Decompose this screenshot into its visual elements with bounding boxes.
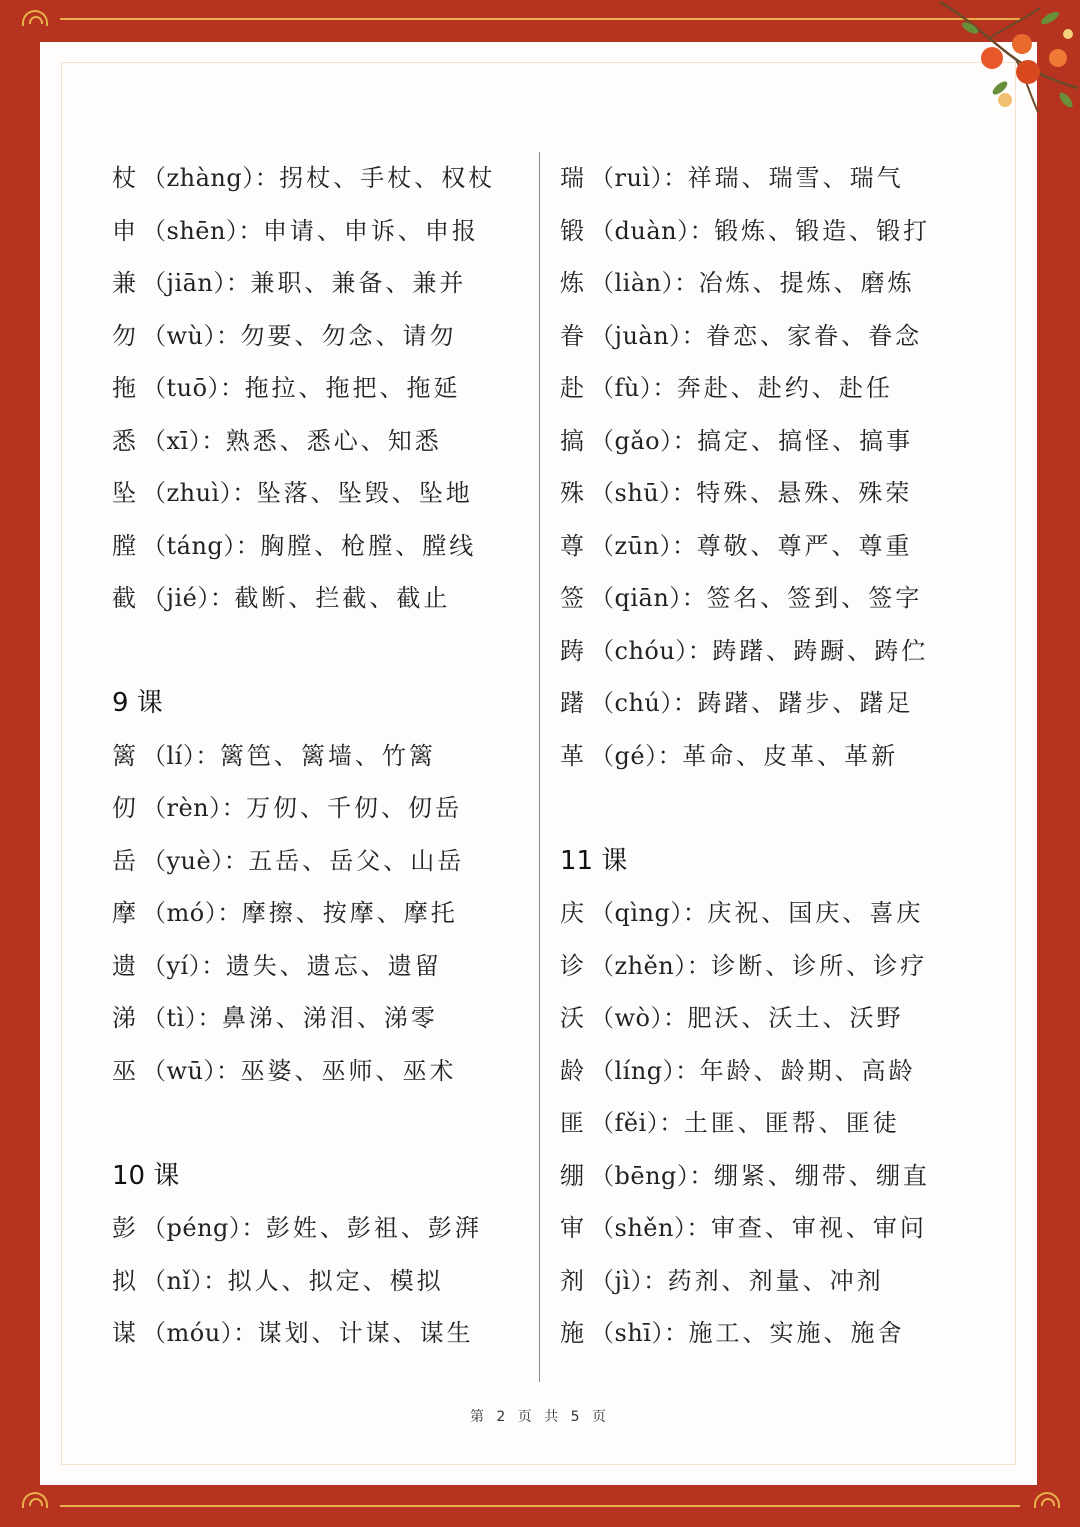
vocab-entry bbox=[112, 940, 532, 993]
lesson-heading: 11 课 bbox=[560, 845, 628, 876]
entry-words: 坠落、坠毁、坠地 bbox=[256, 479, 473, 507]
vocab-entry bbox=[112, 835, 532, 888]
vocab-entry bbox=[560, 362, 1000, 415]
entry-character: 诊 bbox=[560, 951, 584, 980]
vocab-entry bbox=[560, 1097, 1000, 1150]
entry-pinyin: （zūn）： bbox=[590, 531, 697, 560]
vocab-entry bbox=[560, 415, 1000, 468]
entry-pinyin: （qìng）： bbox=[590, 899, 708, 927]
vocab-entry bbox=[112, 152, 532, 205]
right-column bbox=[560, 152, 1000, 1360]
vocab-entry bbox=[560, 257, 1000, 310]
section-spacer bbox=[112, 1097, 532, 1150]
entry-pinyin: （jié）： bbox=[142, 584, 235, 612]
entry-character: 膛 bbox=[112, 531, 136, 560]
entry-character: 施 bbox=[560, 1319, 584, 1347]
entry-words: 拟人、拟定、模拟 bbox=[227, 1266, 444, 1295]
entry-pinyin: （tì）： bbox=[142, 1004, 222, 1032]
vocab-entry bbox=[560, 205, 1000, 258]
entry-words: 踌躇、踌蹰、踌伫 bbox=[712, 636, 929, 665]
entry-words: 摩擦、按摩、摩托 bbox=[241, 899, 458, 927]
entry-pinyin: （gǎo）： bbox=[590, 426, 698, 455]
entry-words: 祥瑞、瑞雪、瑞气 bbox=[687, 164, 904, 192]
vocab-entry bbox=[560, 730, 1000, 783]
vocab-entry bbox=[560, 1202, 1000, 1255]
entry-pinyin: （wù）： bbox=[142, 321, 241, 350]
entry-words: 兼职、兼备、兼并 bbox=[250, 269, 467, 297]
entry-character: 炼 bbox=[560, 269, 584, 297]
entry-character: 岳 bbox=[112, 846, 136, 875]
vocab-entry bbox=[112, 1307, 532, 1360]
entry-words: 鼻涕、涕泪、涕零 bbox=[221, 1004, 438, 1032]
vocab-entry bbox=[560, 677, 1000, 730]
entry-words: 革命、皮革、革新 bbox=[682, 741, 899, 770]
vocab-entry bbox=[112, 362, 532, 415]
entry-character: 仞 bbox=[112, 794, 136, 822]
entry-character: 申 bbox=[112, 216, 136, 245]
frame-line-bottom bbox=[60, 1505, 1020, 1507]
entry-pinyin: （liàn）： bbox=[590, 269, 699, 297]
entry-pinyin: （móu）： bbox=[142, 1319, 258, 1347]
entry-words: 冶炼、提炼、磨炼 bbox=[698, 269, 915, 297]
entry-pinyin: （jiān）： bbox=[142, 269, 251, 297]
entry-pinyin: （duàn）： bbox=[590, 216, 715, 245]
entry-pinyin: （fù）： bbox=[590, 374, 677, 402]
entry-character: 沃 bbox=[560, 1004, 584, 1032]
entry-pinyin: （qiān）： bbox=[590, 584, 707, 612]
entry-pinyin: （zhuì）： bbox=[142, 479, 257, 507]
entry-character: 尊 bbox=[560, 531, 584, 560]
entry-words: 踌躇、躇步、躇足 bbox=[697, 689, 914, 717]
corner-ornament-icon bbox=[22, 1492, 48, 1508]
entry-words: 拐杖、手杖、权杖 bbox=[279, 164, 496, 192]
entry-character: 锻 bbox=[560, 216, 584, 245]
entry-pinyin: （nǐ）： bbox=[142, 1266, 228, 1295]
document-page bbox=[40, 42, 1037, 1485]
entry-words: 截断、拦截、截止 bbox=[234, 584, 451, 612]
entry-pinyin: （táng）： bbox=[142, 531, 261, 560]
frame-line-top bbox=[60, 18, 1020, 20]
entry-character: 兼 bbox=[112, 269, 136, 297]
entry-character: 匪 bbox=[560, 1109, 584, 1137]
vocab-entry bbox=[112, 1045, 532, 1098]
entry-character: 勿 bbox=[112, 321, 136, 350]
entry-words: 年龄、龄期、高龄 bbox=[699, 1056, 916, 1085]
entry-character: 篱 bbox=[112, 741, 136, 770]
entry-character: 签 bbox=[560, 584, 584, 612]
entry-pinyin: （líng）： bbox=[590, 1056, 700, 1085]
entry-character: 审 bbox=[560, 1214, 584, 1242]
entry-pinyin: （wū）： bbox=[142, 1056, 241, 1085]
entry-words: 庆祝、国庆、喜庆 bbox=[707, 899, 924, 927]
entry-words: 五岳、岳父、山岳 bbox=[248, 846, 465, 875]
entry-pinyin: （yuè）： bbox=[142, 846, 249, 875]
entry-character: 拖 bbox=[112, 374, 136, 402]
entry-words: 药剂、剂量、冲剂 bbox=[667, 1266, 884, 1295]
entry-character: 龄 bbox=[560, 1056, 584, 1085]
entry-character: 拟 bbox=[112, 1266, 136, 1295]
section-spacer bbox=[560, 782, 1000, 835]
vocab-entry bbox=[560, 1307, 1000, 1360]
entry-character: 瑞 bbox=[560, 164, 584, 192]
vocab-entry bbox=[560, 1255, 1000, 1308]
entry-character: 踌 bbox=[560, 636, 584, 665]
entry-character: 革 bbox=[560, 741, 584, 770]
entry-character: 涕 bbox=[112, 1004, 136, 1032]
vocab-entry bbox=[560, 310, 1000, 363]
entry-words: 诊断、诊所、诊疗 bbox=[711, 951, 928, 980]
vocab-entry bbox=[560, 467, 1000, 520]
entry-pinyin: （chú）： bbox=[590, 689, 698, 717]
entry-words: 巫婆、巫师、巫术 bbox=[240, 1056, 457, 1085]
entry-pinyin: （xī）： bbox=[142, 426, 226, 455]
entry-words: 篱笆、篱墙、竹篱 bbox=[219, 741, 436, 770]
entry-character: 眷 bbox=[560, 321, 584, 350]
entry-pinyin: （shī）： bbox=[590, 1319, 689, 1347]
entry-words: 遗失、遗忘、遗留 bbox=[225, 951, 442, 980]
entry-character: 谋 bbox=[112, 1319, 136, 1347]
entry-pinyin: （zhàng）： bbox=[142, 164, 280, 192]
entry-character: 坠 bbox=[112, 479, 136, 507]
persimmon-branch-icon bbox=[930, 0, 1080, 120]
entry-words: 奔赴、赴约、赴任 bbox=[676, 374, 893, 402]
entry-character: 绷 bbox=[560, 1161, 584, 1190]
entry-character: 摩 bbox=[112, 899, 136, 927]
entry-words: 签名、签到、签字 bbox=[706, 584, 923, 612]
entry-character: 悉 bbox=[112, 426, 136, 455]
entry-words: 彭姓、彭祖、彭湃 bbox=[265, 1214, 482, 1242]
entry-words: 锻炼、锻造、锻打 bbox=[714, 216, 931, 245]
entry-character: 杖 bbox=[112, 164, 136, 192]
entry-words: 万仞、千仞、仞岳 bbox=[246, 794, 463, 822]
column-divider bbox=[539, 152, 540, 1382]
entry-words: 申请、申诉、申报 bbox=[262, 216, 479, 245]
vocab-entry bbox=[560, 992, 1000, 1045]
entry-pinyin: （lí）： bbox=[142, 741, 220, 770]
entry-pinyin: （juàn）： bbox=[590, 321, 707, 350]
entry-pinyin: （tuō）： bbox=[142, 374, 245, 402]
entry-words: 绷紧、绷带、绷直 bbox=[713, 1161, 930, 1190]
entry-character: 躇 bbox=[560, 689, 584, 717]
entry-character: 截 bbox=[112, 584, 136, 612]
entry-words: 熟悉、悉心、知悉 bbox=[225, 426, 442, 455]
lesson-heading: 9 课 bbox=[112, 688, 163, 718]
vocab-entry bbox=[560, 1150, 1000, 1203]
vocab-entry bbox=[112, 257, 532, 310]
entry-words: 特殊、悬殊、殊荣 bbox=[696, 479, 913, 507]
entry-character: 剂 bbox=[560, 1266, 584, 1295]
vocab-entry bbox=[560, 887, 1000, 940]
vocab-entry bbox=[560, 940, 1000, 993]
entry-pinyin: （shēn）： bbox=[142, 216, 263, 245]
entry-character: 殊 bbox=[560, 479, 584, 507]
entry-pinyin: （fěi）： bbox=[590, 1109, 684, 1137]
entry-words: 拖拉、拖把、拖延 bbox=[244, 374, 461, 402]
vocab-entry bbox=[112, 467, 532, 520]
entry-character: 彭 bbox=[112, 1214, 136, 1242]
vocab-entry bbox=[560, 572, 1000, 625]
vocab-entry bbox=[112, 520, 532, 573]
vocab-entry bbox=[112, 782, 532, 835]
vocab-entry bbox=[112, 415, 532, 468]
entry-words: 尊敬、尊严、尊重 bbox=[696, 531, 913, 560]
entry-words: 肥沃、沃土、沃野 bbox=[687, 1004, 904, 1032]
entry-character: 遗 bbox=[112, 951, 136, 980]
entry-words: 眷恋、家眷、眷念 bbox=[706, 321, 923, 350]
entry-pinyin: （rèn）： bbox=[142, 794, 247, 822]
entry-pinyin: （zhěn）： bbox=[590, 951, 712, 980]
vocab-entry bbox=[560, 152, 1000, 205]
entry-pinyin: （ruì）： bbox=[590, 164, 688, 192]
vocab-entry bbox=[560, 1045, 1000, 1098]
corner-ornament-icon bbox=[22, 10, 48, 26]
vocab-entry bbox=[560, 520, 1000, 573]
entry-pinyin: （wò）： bbox=[590, 1004, 688, 1032]
vocab-entry bbox=[112, 992, 532, 1045]
left-column bbox=[112, 152, 532, 1360]
entry-pinyin: （bēng）： bbox=[590, 1161, 714, 1190]
entry-words: 勿要、勿念、请勿 bbox=[240, 321, 457, 350]
lesson-heading: 10 课 bbox=[112, 1160, 180, 1191]
vocab-entry bbox=[560, 625, 1000, 678]
entry-pinyin: （mó）： bbox=[142, 899, 242, 927]
entry-pinyin: （péng）： bbox=[142, 1214, 266, 1242]
entry-words: 谋划、计谋、谋生 bbox=[257, 1319, 474, 1347]
entry-words: 审查、审视、审问 bbox=[710, 1214, 927, 1242]
entry-pinyin: （gé）： bbox=[590, 741, 683, 770]
entry-words: 施工、实施、施舍 bbox=[688, 1319, 905, 1347]
page-footer: 第 2 页 共 5 页 bbox=[469, 1409, 611, 1425]
vocab-entry bbox=[112, 730, 532, 783]
entry-pinyin: （shū）： bbox=[590, 479, 697, 507]
entry-pinyin: （shěn）： bbox=[590, 1214, 711, 1242]
vocab-entry bbox=[112, 887, 532, 940]
corner-ornament-icon bbox=[1034, 1492, 1060, 1508]
entry-character: 巫 bbox=[112, 1056, 136, 1085]
entry-character: 搞 bbox=[560, 426, 584, 455]
entry-pinyin: （chóu）： bbox=[590, 636, 713, 665]
vocab-entry bbox=[112, 310, 532, 363]
vocab-entry bbox=[112, 205, 532, 258]
entry-words: 土匪、匪帮、匪徒 bbox=[683, 1109, 900, 1137]
entry-words: 搞定、搞怪、搞事 bbox=[697, 426, 914, 455]
entry-words: 胸膛、枪膛、膛线 bbox=[260, 531, 477, 560]
entry-character: 赴 bbox=[560, 374, 584, 402]
section-spacer bbox=[112, 625, 532, 678]
vocab-entry bbox=[112, 1255, 532, 1308]
vocab-entry bbox=[112, 1202, 532, 1255]
entry-pinyin: （yí）： bbox=[142, 951, 226, 980]
entry-character: 庆 bbox=[560, 899, 584, 927]
entry-pinyin: （jì）： bbox=[590, 1266, 668, 1295]
vocab-entry bbox=[112, 572, 532, 625]
